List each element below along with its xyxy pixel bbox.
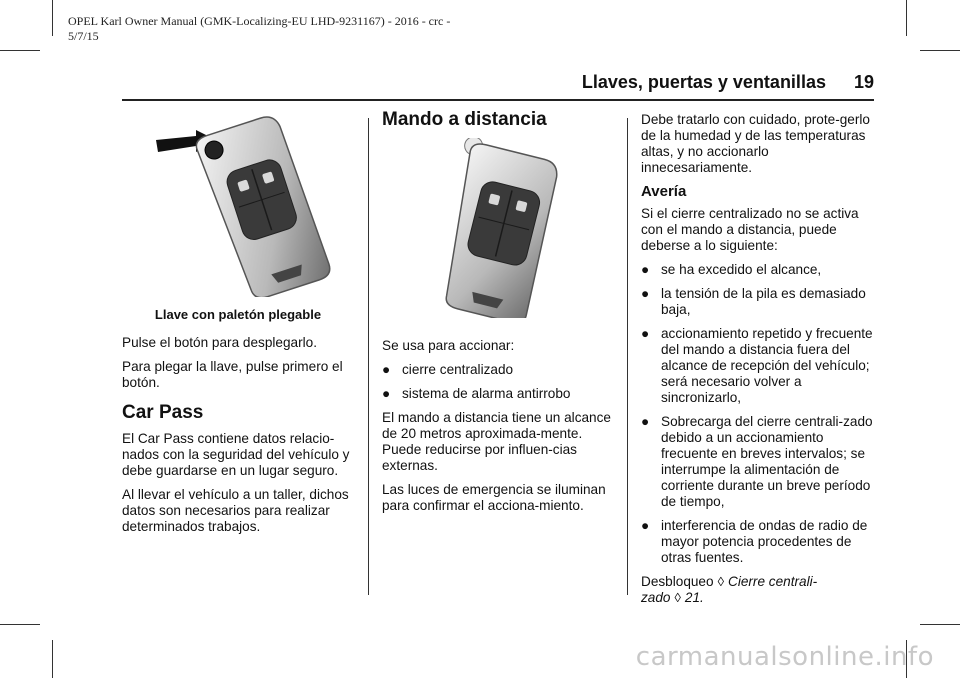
reference-arrow-icon: ◊ [674,590,681,605]
column-1 [122,112,354,543]
list-item-text: cierre centralizado [402,362,514,377]
cross-reference[interactable] [641,574,875,606]
list-item-text: Sobrecarga del cierre centrali-zado debido a un accionamiento frecuente en breves intervalos; se interrumpe la alimentación de corriente durante un breve período de tiempo, [661,414,873,509]
list-item [641,286,875,318]
column-3 [641,112,875,614]
list-item [641,326,875,406]
list-item-text: sistema de alarma antirrobo [402,386,571,401]
crop-mark [920,624,960,625]
paragraph: Se usa para accionar: [382,338,515,353]
reference-prefix: Desbloqueo [641,574,714,589]
paragraph: Las luces de emergencia se iluminan para confirmar el acciona-miento. [382,482,606,513]
bullet-icon: ● [382,362,391,377]
watermark: carmanualsonline.info [635,642,934,672]
crop-mark [52,0,53,36]
page-number: 19 [853,72,874,92]
paragraph: El Car Pass contiene datos relacio-nados con la seguridad del vehículo y debe guardarse en un lugar seguro. [122,431,350,478]
bullet-icon: ● [641,326,650,341]
bullet-icon: ● [641,262,650,277]
bullet-icon: ● [641,286,650,301]
paragraph: Para plegar la llave, pulse primero el botón. [122,359,343,390]
paragraph: El mando a distancia tiene un alcance de 20 metros aproximada-mente. Puede reducirse por influen-cias externas. [382,410,611,473]
reference-link[interactable]: Cierre centrali-zado [641,574,818,605]
paragraph: Al llevar el vehículo a un taller, dichos datos son necesarios para realizar determinados trabajos. [122,487,349,534]
list-item [641,518,875,566]
running-head [582,72,874,93]
paragraph: Si el cierre centralizado no se activa con el mando a distancia, puede deberse a lo siguiente: [641,206,859,253]
figure-caption: Llave con paletón plegable [154,307,322,322]
list-item [382,362,616,378]
remote-control-illustration [382,138,616,318]
print-metadata-line2: 5/7/15 [68,29,99,43]
crop-mark [906,0,907,36]
column-divider [368,118,369,595]
bullet-icon: ● [382,386,391,401]
crop-mark [920,50,960,51]
key-fob-icon [426,138,565,318]
bullet-icon: ● [641,414,650,429]
list-item-text: interferencia de ondas de radio de mayor potencia procedentes de otras fuentes. [661,518,868,565]
section-heading-car-pass: Car Pass [122,402,204,423]
print-metadata [68,14,528,44]
section-heading-remote: Mando a distancia [382,109,547,130]
print-metadata-line1: OPEL Karl Owner Manual (GMK-Localizing-EU LHD-9231167) - 2016 - crc - [68,14,451,28]
list-item-text: accionamiento repetido y frecuente del mando a distancia fuera del alcance de recepción del vehículo; será necesario volver a sincronizarlo, [661,326,873,405]
bullet-icon: ● [641,518,650,533]
column-divider [627,118,628,595]
list-item [641,414,875,510]
paragraph: Pulse el botón para desplegarlo. [122,335,317,350]
column-2 [382,109,616,522]
section-title: Llaves, puertas y ventanillas [581,72,826,92]
list-item [382,386,616,402]
paragraph: Debe tratarlo con cuidado, prote-gerlo de la humedad y de las temperaturas altas, y no accionarlo innecesariamente. [641,112,870,175]
key-fob-icon [194,112,333,297]
section-heading-fault: Avería [641,183,687,200]
list-item-text: se ha excedido el alcance, [661,262,822,277]
reference-page[interactable]: 21. [684,590,704,605]
list-item-text: la tensión de la pila es demasiado baja, [661,286,866,317]
crop-mark [0,50,40,51]
crop-mark [0,624,40,625]
folding-key-illustration [122,112,354,297]
header-rule [122,99,874,101]
crop-mark [52,640,53,678]
list-item [641,262,875,278]
reference-arrow-icon: ◊ [717,574,724,589]
